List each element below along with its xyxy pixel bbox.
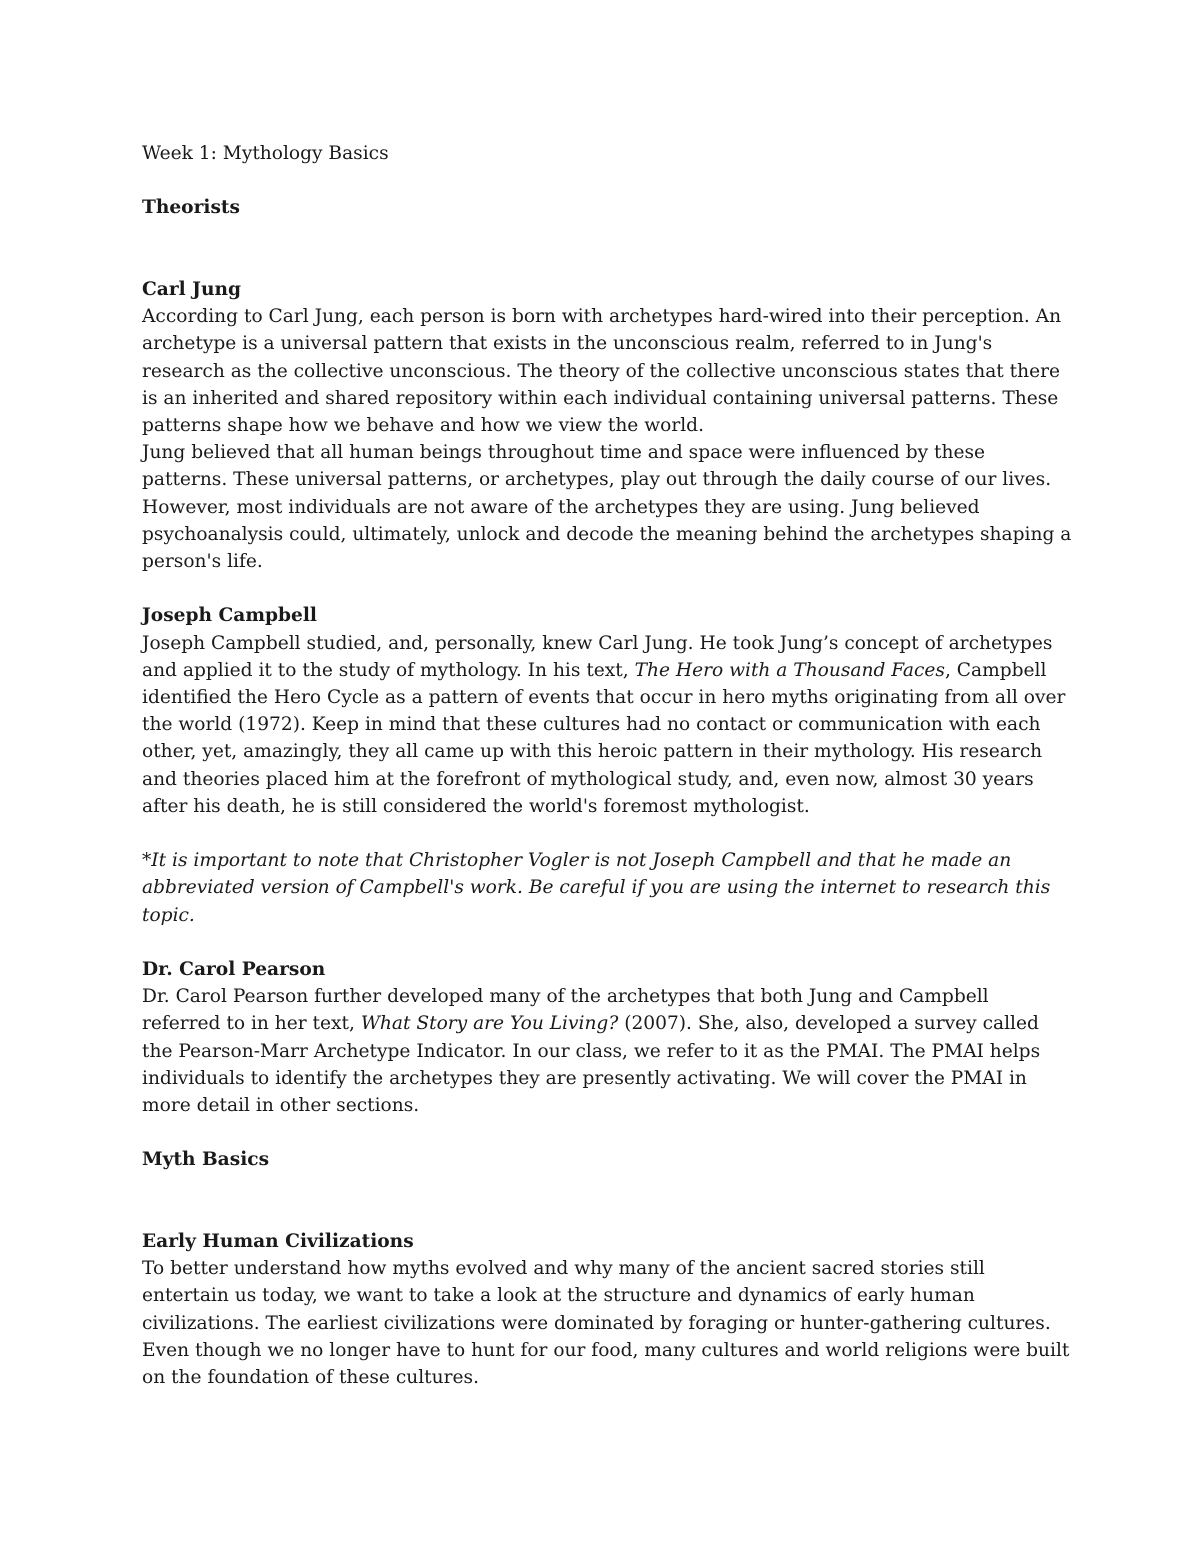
pearson-book-title: What Story are You Living? [360,1013,619,1035]
pearson-text-before: Dr. Carol Pearson further developed many of the archetypes that both Jung and Campbell referred to in her text, [142,986,989,1035]
carl-jung-paragraph-1: According to Carl Jung, each person is born with archetypes hard-wired into their perception. An archetype is a universal pattern that exists in the unconscious realm, referred to in Jung's research as the collective unconscious. The theory of the collective unconscious states that there is an inherited and shared repository within each individual containing universal patterns. These patterns shape how we behave and how we view the world. [142,306,1062,436]
vogler-note: *It is important to note that Christopher Vogler is not Joseph Campbell and that he made an abbreviated version of Campbell's work. Be careful if you are using the internet to research this topic. [142,850,1051,926]
campbell-book-title: The Hero with a Thousand Faces [634,659,945,681]
joseph-campbell-heading: Joseph Campbell [142,605,317,627]
carl-jung-heading: Carl Jung [142,278,242,300]
early-civilizations-heading: Early Human Civilizations [142,1231,414,1253]
early-civilizations-paragraph: To better understand how myths evolved and why many of the ancient sacred stories still entertain us today, we want to take a look at the structure and dynamics of early human civilizations. The earliest civilizations were dominated by foraging or hunter-gathering cultures. Even though we no longer have to hunt for our food, many cultures and world religions were built on the foundation of these cultures. [142,1258,1070,1389]
campbell-text-before: Joseph Campbell studied, and, personally, knew Carl Jung. He took Jung’s concept of archetypes and applied it to the study of mythology. In his text, [142,632,1053,681]
document-title: Week 1: Mythology Basics [142,143,389,164]
carol-pearson-heading: Dr. Carol Pearson [142,959,326,981]
pearson-text-after: (2007). She, also, developed a survey called the Pearson-Marr Archetype Indicator. In our class, we refer to it as the PMAI. The PMAI helps individuals to identify the archetypes they are presently activating. We will cover the PMAI in more detail in other sections. [142,1013,1041,1117]
myth-basics-heading: Myth Basics [142,1149,270,1171]
carol-pearson-paragraph [142,983,1072,1119]
campbell-text-after: , Campbell identified the Hero Cycle as a pattern of events that occur in hero myths originating from all over the world (1972). Keep in mind that these cultures had no contact or communication with each other, yet, amazingly, they all came up with this heroic pattern in their mythology. His research and theories placed him at the forefront of mythological study, and, even now, almost 30 years after his death, he is still considered the world's foremost mythologist. [142,659,1066,817]
document-page [142,140,1072,1391]
carl-jung-paragraph-2: Jung believed that all human beings throughout time and space were influenced by these patterns. These universal patterns, or archetypes, play out through the daily course of our lives. However, most individuals are not aware of the archetypes they are using. Jung believed psychoanalysis could, ultimately, unlock and decode the meaning behind the archetypes shaping a person's life. [142,442,1072,573]
joseph-campbell-paragraph [142,630,1072,820]
theorists-heading: Theorists [142,197,240,219]
